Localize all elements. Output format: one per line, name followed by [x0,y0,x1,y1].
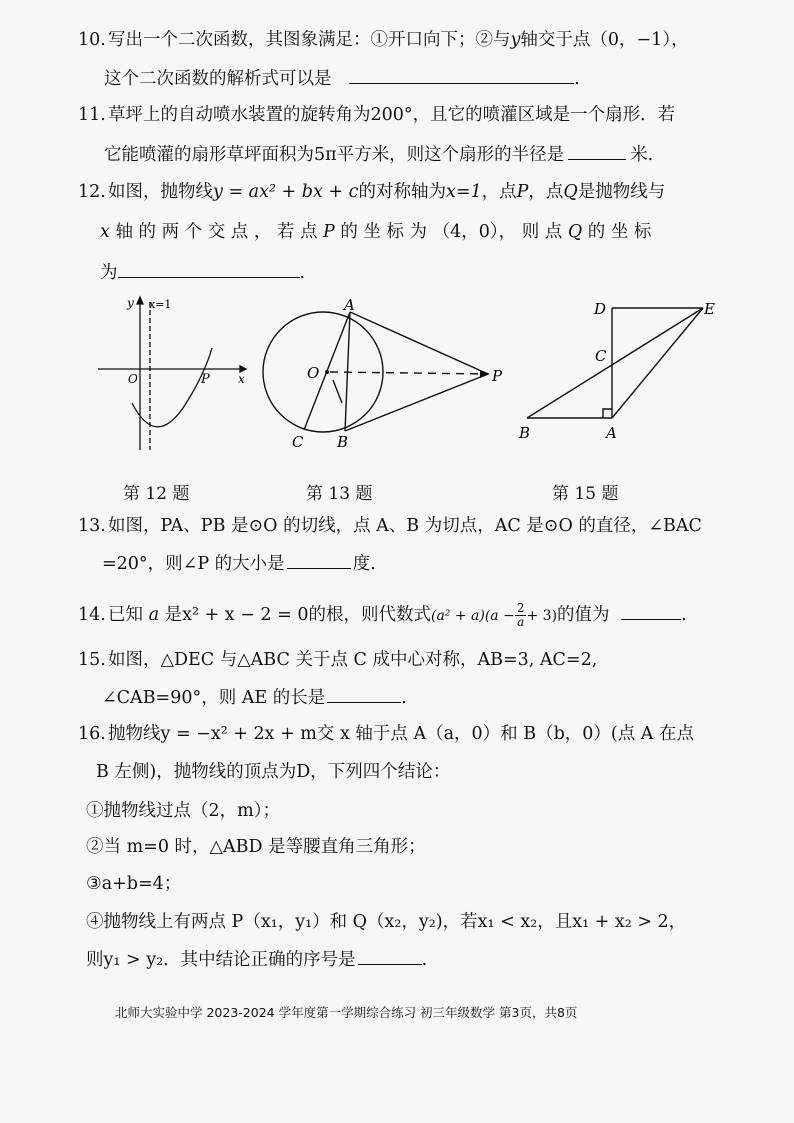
q14-expr-right: + 3) [526,608,558,625]
q14-frac-top: 2 [516,601,525,615]
q11-text2b: 米. [630,145,654,165]
q12-axis: x=1 [445,182,482,202]
figures-row [0,290,794,460]
q14-fraction [515,602,527,629]
q13-number: 13. [78,516,106,536]
q11-line2 [104,145,653,165]
q12-x: x [100,222,110,242]
q12-P: P [516,182,529,202]
q16-number: 16. [78,724,106,744]
q12-text1d: ，点 [528,182,564,202]
q13-line2 [102,554,376,574]
q12-line2 [100,224,651,242]
q16-conclusion-2 [86,839,426,857]
q16-c3-text: ③a+b=4； [86,874,182,894]
q12-text1a: 如图，抛物线 [108,182,213,202]
q16-c2-text: ②当 m=0 时，△ABD 是等腰直角三角形； [86,837,426,857]
q16-conclusion-5 [86,950,427,970]
q12-formula: y = ax² + bx + c [213,182,359,202]
q14-end: . [681,605,687,626]
q16-line1 [78,726,694,744]
q11-answer-blank[interactable] [568,145,626,160]
q10-text2: 这个二次函数的解析式可以是 [104,69,332,89]
q10-answer-blank[interactable] [349,69,574,84]
q12-text1e: 是抛物线与 [577,182,666,202]
fig13-arrow-p [480,370,490,378]
fig15-label-d: D [594,300,607,318]
fig15-line-BE [527,308,703,418]
q13-text2a: =20°，则∠P 的大小是 [102,554,285,574]
fig15-label-c: C [595,347,607,365]
fig15-right-angle [603,409,612,418]
q12-Q2: Q [567,222,583,242]
q16-text2: B 左侧)，抛物线的顶点为D，下列四个结论： [96,762,451,782]
q12-text3: 为 [100,263,118,283]
q14-text1b: 是x² + x − 2 = 0的根，则代数式 [164,605,431,626]
q16-c5-text: 则y₁ > y₂．其中结论正确的序号是 [86,950,356,970]
figure-12 [98,297,246,450]
q11-text2a: 它能喷灌的扇形草坪面积为5π平方米，则这个扇形的半径是 [104,145,565,165]
q15-number: 15. [78,650,106,670]
q12-text2d: 的 坐 标 为 （4，0）， 则 点 [334,222,568,242]
q14-text1a: 已知 [108,605,143,626]
q16-c4-text: ④抛物线上有两点 P（x₁，y₁）和 Q（x₂，y₂)，若x₁ < x₂，且x₁ + x₂ > 2， [86,912,687,932]
q12-number: 12. [78,182,106,202]
q12-text1c: ，点 [481,182,517,202]
q16-answer-blank[interactable] [358,950,422,965]
fig15-label-b: B [519,424,531,442]
q15-answer-blank[interactable] [327,688,401,703]
q14-frac-bottom: a [517,615,525,630]
q10-text1: 写出一个二次函数，其图象满足：①开口向下；②与 [108,30,511,50]
q16-line2 [96,764,450,782]
q13-text2b: 度. [352,554,376,574]
q12-line3 [100,263,305,283]
q14-line1 [78,602,687,629]
fig13-small-mark [333,380,342,403]
q15-text1: 如图，△DEC 与△ABC 关于点 C 成中心对称，AB=3, AC=2, [108,650,598,670]
page-footer: 北师大实验中学 2023-2024 学年度第一学期综合练习 初三年级数学 第3页，共8页 [115,1005,578,1020]
fig13-label-a: A [344,296,355,314]
q12-Q: Q [563,182,578,202]
fig12-label-o: O [128,372,138,386]
q16-conclusion-4 [86,914,686,932]
q12-answer-blank[interactable] [118,263,300,278]
q10-var-y: y [510,30,521,50]
fig15-label-e: E [704,300,715,318]
fig13-label-b: B [337,433,349,451]
q13-line1 [78,518,702,536]
q11-text1: 草坪上的自动喷水装置的旋转角为200°，且它的喷灌区域是一个扇形．若 [108,105,676,125]
fig13-label-o: O [307,364,320,382]
q14-a: a [148,605,160,626]
q15-line2 [102,688,407,708]
q16-c1-text: ①抛物线过点（2，m）； [86,801,280,821]
q16-end: . [421,950,428,970]
fig13-label-c: C [292,433,304,451]
q10-line1 [78,32,689,50]
q14-text1c: 的值为 [557,605,610,626]
fig13-point-o [325,370,329,374]
fig13-dashed-OP [330,372,488,374]
fig12-label-axis: x=1 [149,298,172,311]
q13-answer-blank[interactable] [287,554,351,569]
q16-text1: 抛物线y = −x² + 2x + m交 x 轴于点 A（a，0）和 B（b，0）(点 A 在点 [108,724,695,744]
q12-text2f: 的 坐 标 [582,222,652,242]
fig15-label-a: A [606,424,617,442]
q12-P2: P [323,222,335,242]
fig13-caption: 第 13 题 [306,484,373,504]
q15-end: . [401,688,407,708]
q10-end: . [574,69,580,89]
fig12-caption: 第 12 题 [123,484,190,504]
q11-number: 11. [78,105,106,125]
q12-line1 [78,184,665,202]
q15-line1 [78,652,597,670]
q12-text2b: 轴 的 两 个 交 点 ， 若 点 [109,222,324,242]
q16-conclusion-1 [86,803,280,821]
fig13-tangent-PB [345,374,488,431]
fig12-y-arrow [137,297,143,304]
q10-number: 10. [78,30,106,50]
q10-line2 [104,69,580,89]
q14-number: 14. [78,605,106,626]
figure-13 [263,312,488,432]
q14-expr-left: (a² + a)(a − [430,608,515,625]
q12-end: . [299,263,306,283]
fig12-label-y: y [127,296,134,310]
fig12-label-x: x [238,372,245,386]
q15-text2a: ∠CAB=90°，则 AE 的长是 [102,688,326,708]
figure-15 [527,308,703,418]
q10-text1b: 轴交于点（0，−1）， [520,30,689,50]
fig13-tangent-PA [350,312,488,374]
fig12-label-p: P [201,372,210,387]
q12-text1b: 的对称轴为 [358,182,446,202]
fig15-caption: 第 15 题 [552,484,619,504]
q11-line1 [78,107,675,125]
q14-answer-blank[interactable] [621,605,681,620]
fig13-label-p: P [492,367,503,385]
q16-conclusion-3 [86,876,181,894]
fig15-line-AE [612,308,703,418]
q13-text1: 如图，PA、PB 是⊙O 的切线，点 A、B 为切点，AC 是⊙O 的直径，∠BAC [108,516,702,536]
fig12-parabola [132,348,212,427]
